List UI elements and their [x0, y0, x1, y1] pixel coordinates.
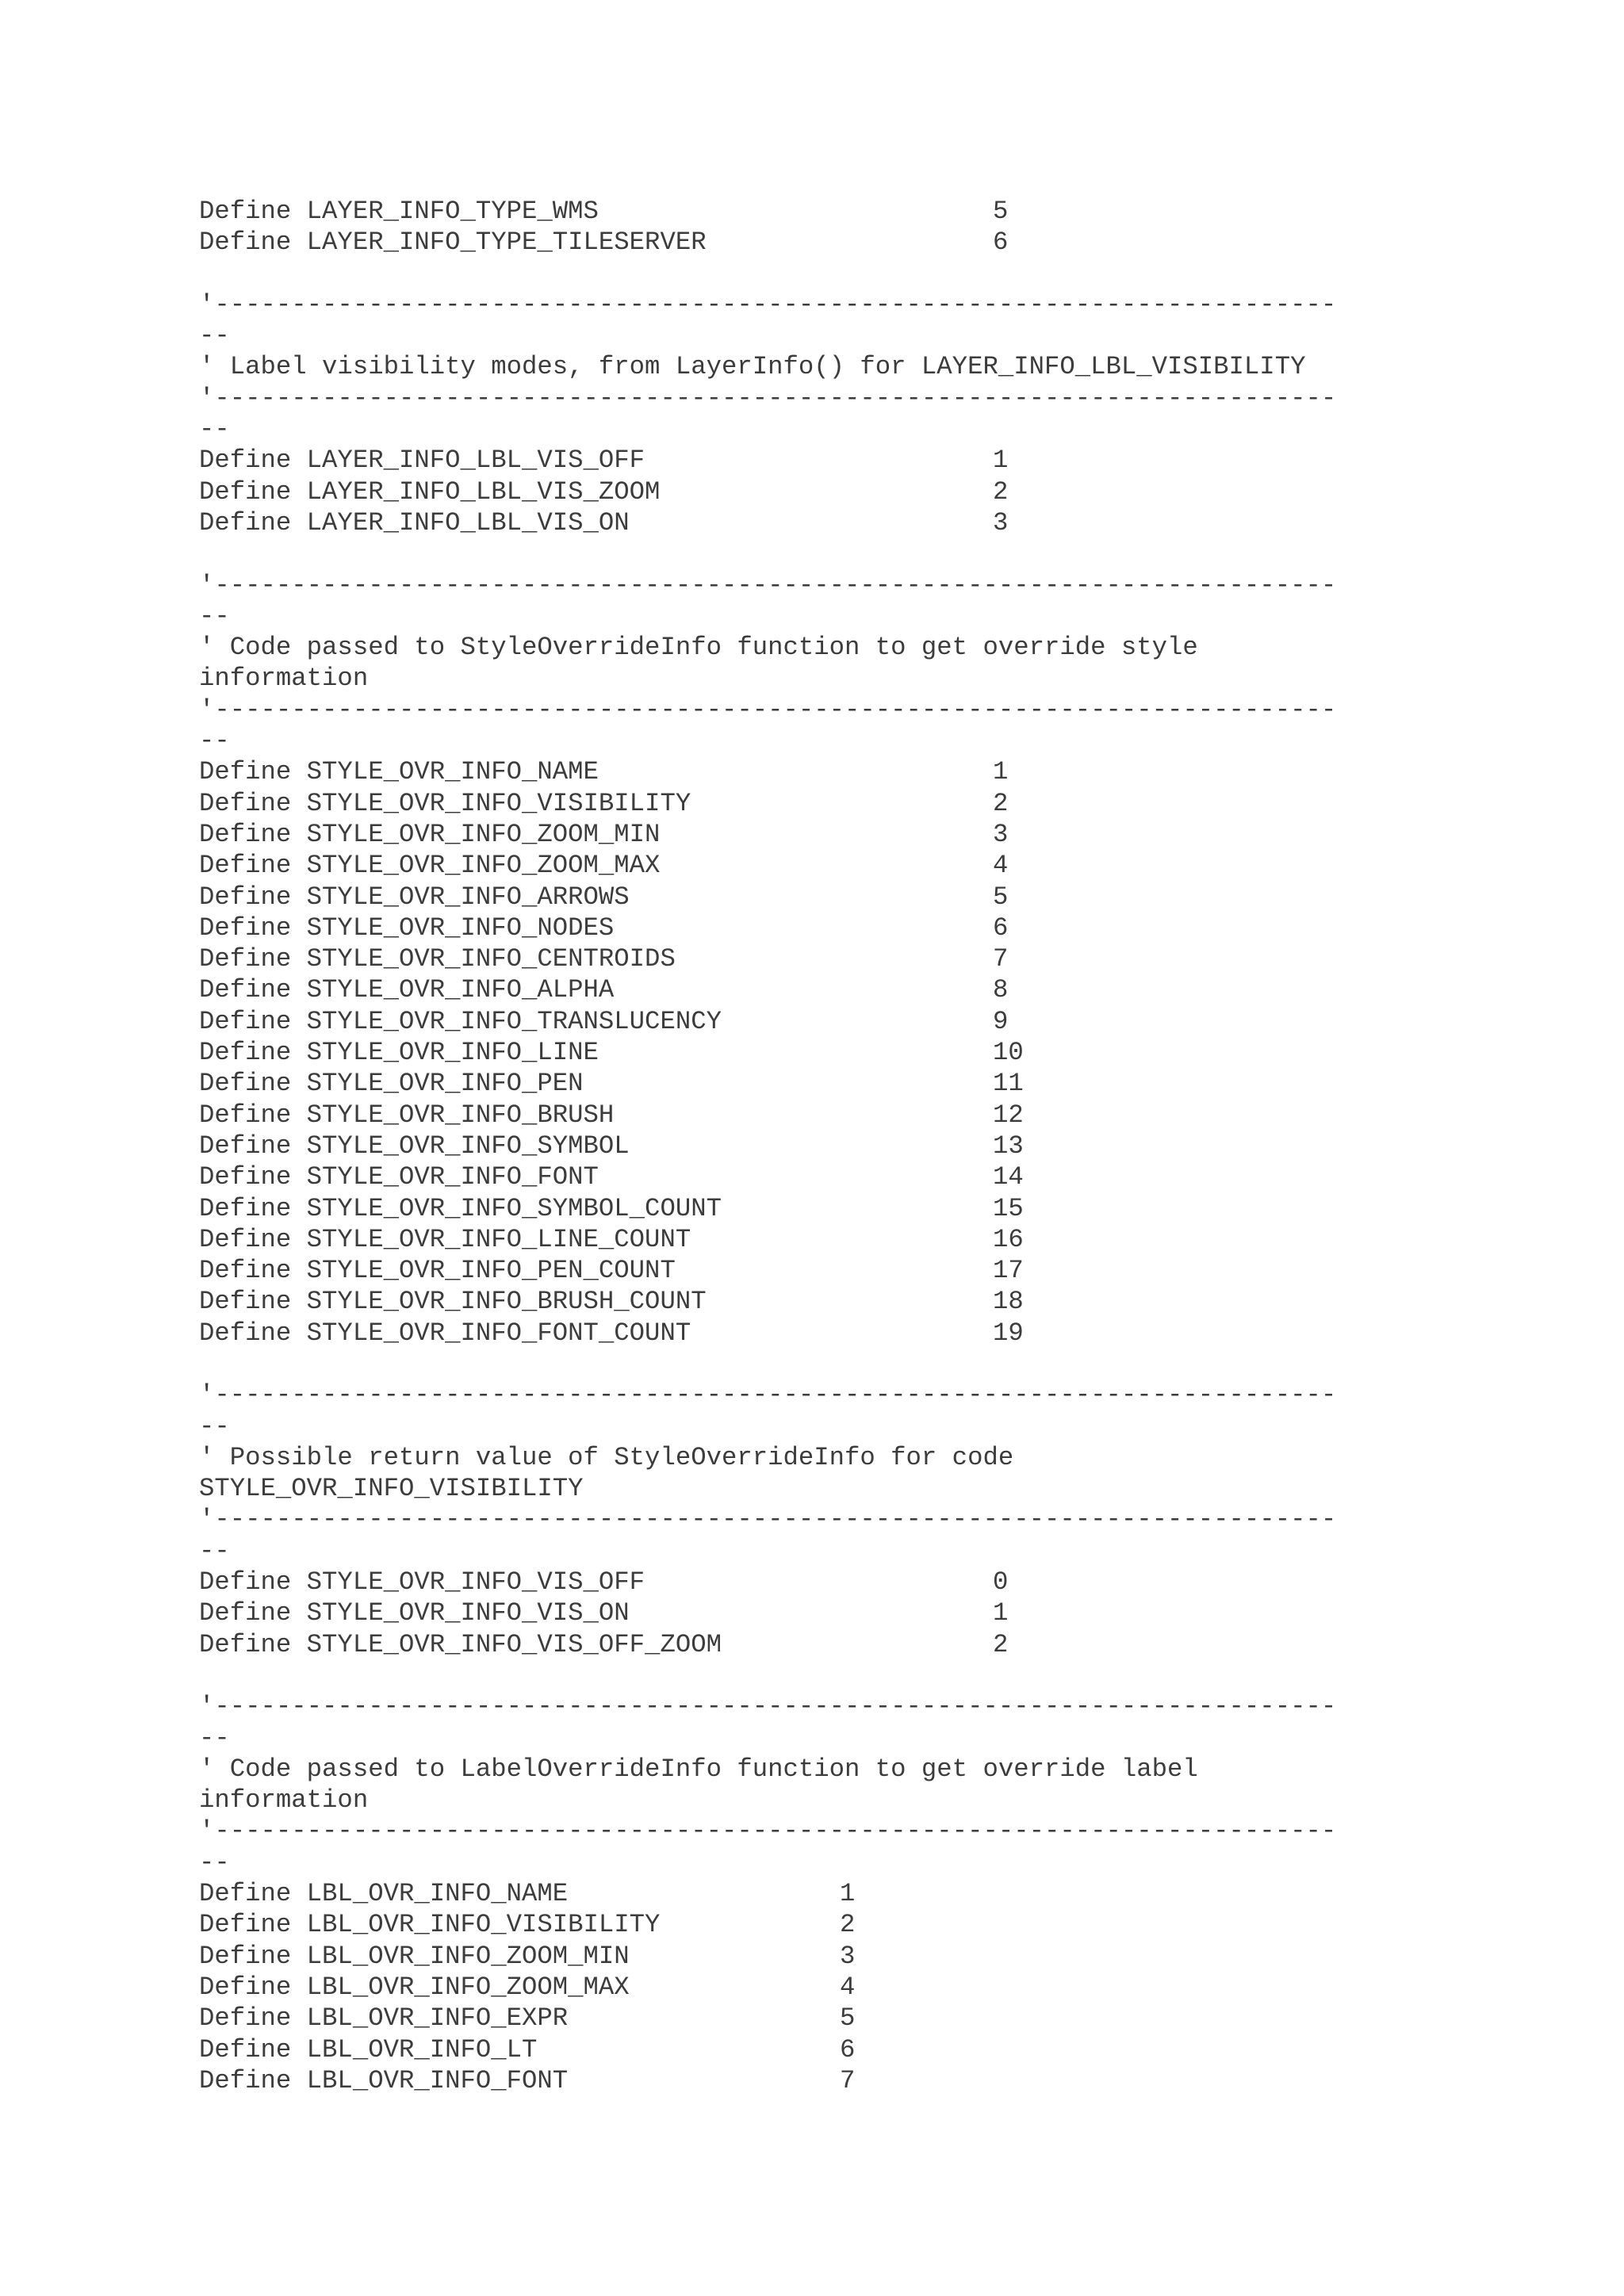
define-line — [199, 850, 1436, 881]
define-value: 4 — [840, 1972, 856, 2002]
define-value: 0 — [993, 1567, 1009, 1598]
define-line — [199, 1286, 1436, 1317]
define-line — [199, 1161, 1436, 1192]
define-line — [199, 1567, 1436, 1598]
define-line — [199, 913, 1436, 943]
separator-tail: -- — [199, 1723, 230, 1753]
comment-line: ' Code passed to StyleOverrideInfo function to get override style — [199, 633, 1198, 663]
define-line — [199, 1318, 1436, 1349]
define-value: 9 — [993, 1006, 1009, 1036]
define-value: 16 — [993, 1224, 1024, 1254]
blank-line — [199, 538, 1436, 569]
define-value: 7 — [840, 2065, 856, 2095]
define-name: Define STYLE_OVR_INFO_PEN_COUNT — [199, 1256, 676, 1286]
separator-line: '------------------------------------------------------------------------- — [199, 383, 1337, 413]
define-name: Define STYLE_OVR_INFO_NODES — [199, 913, 615, 943]
blank-line — [199, 258, 1436, 289]
define-value: 13 — [993, 1131, 1024, 1161]
separator-tail: -- — [199, 601, 230, 631]
define-line — [199, 756, 1436, 787]
define-value: 7 — [993, 944, 1009, 974]
style-override-define-list — [199, 756, 1436, 1349]
separator-line: '------------------------------------------------------------------------- — [199, 1816, 1337, 1846]
define-value: 6 — [993, 913, 1009, 943]
define-name: Define LBL_OVR_INFO_FONT — [199, 2065, 569, 2095]
define-name: Define STYLE_OVR_INFO_ZOOM_MIN — [199, 819, 661, 849]
define-line — [199, 476, 1436, 507]
define-name: Define LBL_OVR_INFO_LT — [199, 2034, 538, 2064]
define-name: Define STYLE_OVR_INFO_NAME — [199, 757, 599, 787]
define-line — [199, 1037, 1436, 1068]
define-value: 2 — [993, 1629, 1009, 1659]
define-line — [199, 1972, 1436, 2003]
define-line — [199, 1629, 1436, 1660]
comment-line: information — [199, 664, 369, 694]
define-name: Define STYLE_OVR_INFO_LINE_COUNT — [199, 1224, 691, 1254]
define-name: Define LBL_OVR_INFO_NAME — [199, 1879, 569, 1909]
define-line — [199, 819, 1436, 850]
define-value: 5 — [993, 197, 1009, 226]
define-name: Define STYLE_OVR_INFO_ALPHA — [199, 975, 615, 1005]
define-line — [199, 2034, 1436, 2065]
define-value: 12 — [993, 1100, 1024, 1130]
comment-line: ' Code passed to LabelOverrideInfo function to get override label — [199, 1754, 1198, 1784]
separator-tail: -- — [199, 321, 230, 351]
define-value: 11 — [993, 1069, 1024, 1099]
define-name: Define LBL_OVR_INFO_ZOOM_MAX — [199, 1972, 630, 2002]
define-value: 15 — [993, 1193, 1024, 1223]
separator-line: '------------------------------------------------------------------------- — [199, 570, 1337, 600]
separator-tail: -- — [199, 1847, 230, 1877]
separator-line: '------------------------------------------------------------------------- — [199, 1692, 1337, 1722]
define-line — [199, 1193, 1436, 1224]
define-line — [199, 196, 1436, 227]
define-name: Define STYLE_OVR_INFO_BRUSH_COUNT — [199, 1287, 707, 1317]
define-line — [199, 1224, 1436, 1255]
document-page — [199, 196, 1436, 2096]
separator-line: '------------------------------------------------------------------------- — [199, 695, 1337, 725]
define-line — [199, 445, 1436, 476]
define-name: Define STYLE_OVR_INFO_VIS_OFF — [199, 1567, 645, 1598]
define-value: 14 — [993, 1162, 1024, 1192]
define-line — [199, 943, 1436, 974]
define-value: 3 — [993, 819, 1009, 849]
define-value: 2 — [840, 1910, 856, 1940]
define-line — [199, 1878, 1436, 1909]
define-line — [199, 1100, 1436, 1131]
define-value: 1 — [993, 446, 1009, 476]
define-name: Define STYLE_OVR_INFO_CENTROIDS — [199, 944, 676, 974]
define-line — [199, 507, 1436, 538]
define-name: Define LAYER_INFO_TYPE_WMS — [199, 197, 599, 226]
define-value: 2 — [993, 788, 1009, 818]
define-value: 1 — [840, 1879, 856, 1909]
define-line — [199, 1598, 1436, 1628]
define-name: Define STYLE_OVR_INFO_ZOOM_MAX — [199, 851, 661, 881]
define-value: 17 — [993, 1256, 1024, 1286]
define-line — [199, 1941, 1436, 1972]
define-name: Define STYLE_OVR_INFO_VISIBILITY — [199, 788, 691, 818]
define-value: 18 — [993, 1287, 1024, 1317]
comment-line: information — [199, 1785, 369, 1816]
define-name: Define LBL_OVR_INFO_ZOOM_MIN — [199, 1941, 630, 1971]
separator-line: '------------------------------------------------------------------------- — [199, 1505, 1337, 1535]
separator-tail: -- — [199, 1411, 230, 1441]
separator-tail: -- — [199, 415, 230, 445]
define-name: Define STYLE_OVR_INFO_SYMBOL_COUNT — [199, 1193, 722, 1223]
define-value: 1 — [993, 1598, 1009, 1628]
define-value: 19 — [993, 1318, 1024, 1348]
define-line — [199, 1006, 1436, 1037]
label-override-define-list — [199, 1878, 1436, 2096]
comment-line: ' Label visibility modes, from LayerInfo() for LAYER_INFO_LBL_VISIBILITY — [199, 352, 1306, 382]
define-name: Define STYLE_OVR_INFO_SYMBOL — [199, 1131, 630, 1161]
define-value: 8 — [993, 975, 1009, 1005]
define-line — [199, 1131, 1436, 1161]
define-line — [199, 788, 1436, 819]
define-name: Define LBL_OVR_INFO_EXPR — [199, 2003, 569, 2034]
define-name: Define LAYER_INFO_LBL_VIS_ON — [199, 507, 630, 538]
define-line — [199, 2065, 1436, 2096]
define-name: Define STYLE_OVR_INFO_BRUSH — [199, 1100, 615, 1130]
define-name: Define LBL_OVR_INFO_VISIBILITY — [199, 1910, 661, 1940]
define-line — [199, 1909, 1436, 1940]
separator-line: '------------------------------------------------------------------------- — [199, 289, 1337, 320]
define-name: Define STYLE_OVR_INFO_PEN — [199, 1069, 584, 1099]
define-name: Define STYLE_OVR_INFO_TRANSLUCENCY — [199, 1006, 722, 1036]
define-name: Define STYLE_OVR_INFO_FONT — [199, 1162, 599, 1192]
define-value: 1 — [993, 757, 1009, 787]
define-value: 2 — [993, 476, 1009, 507]
separator-tail: -- — [199, 726, 230, 756]
define-name: Define STYLE_OVR_INFO_LINE — [199, 1038, 599, 1068]
define-name: Define LAYER_INFO_LBL_VIS_OFF — [199, 446, 645, 476]
define-line — [199, 227, 1436, 258]
define-line — [199, 882, 1436, 913]
define-line — [199, 1068, 1436, 1099]
define-name: Define STYLE_OVR_INFO_VIS_OFF_ZOOM — [199, 1629, 722, 1659]
define-value: 3 — [993, 507, 1009, 538]
define-value: 6 — [993, 228, 1009, 258]
define-value: 5 — [993, 882, 1009, 912]
blank-line — [199, 1660, 1436, 1691]
define-line — [199, 2003, 1436, 2034]
separator-tail: -- — [199, 1536, 230, 1566]
define-name: Define LAYER_INFO_TYPE_TILESERVER — [199, 228, 707, 258]
define-line — [199, 1255, 1436, 1286]
define-value: 5 — [840, 2003, 856, 2034]
define-name: Define STYLE_OVR_INFO_VIS_ON — [199, 1598, 630, 1628]
define-value: 3 — [840, 1941, 856, 1971]
define-name: Define STYLE_OVR_INFO_ARROWS — [199, 882, 630, 912]
define-value: 4 — [993, 851, 1009, 881]
blank-line — [199, 1349, 1436, 1380]
define-name: Define LAYER_INFO_LBL_VIS_ZOOM — [199, 476, 661, 507]
define-value: 6 — [840, 2034, 856, 2064]
comment-line: ' Possible return value of StyleOverrideInfo for code — [199, 1442, 1014, 1472]
define-name: Define STYLE_OVR_INFO_FONT_COUNT — [199, 1318, 691, 1348]
comment-line: STYLE_OVR_INFO_VISIBILITY — [199, 1474, 584, 1504]
define-line — [199, 974, 1436, 1005]
define-value: 10 — [993, 1038, 1024, 1068]
separator-line: '------------------------------------------------------------------------- — [199, 1380, 1337, 1410]
